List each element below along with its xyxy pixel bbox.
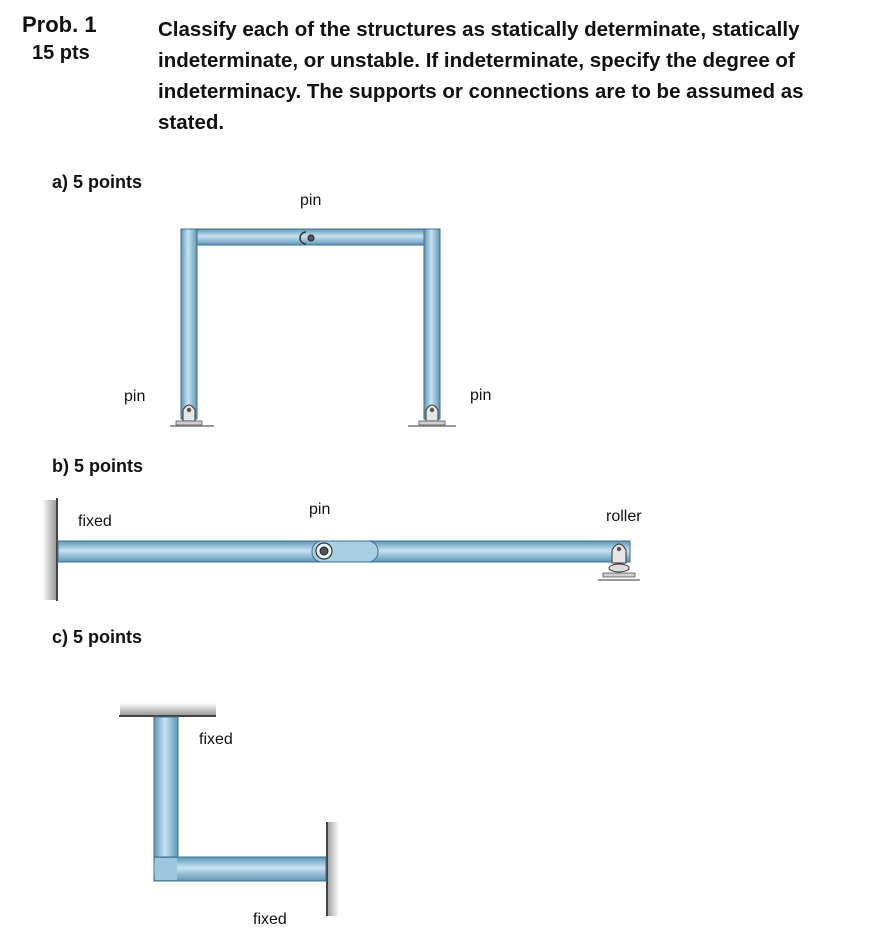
part-b-roller-label: roller [606, 508, 642, 525]
part-b-internal-pin [312, 541, 378, 562]
part-a-right-pin-support [408, 405, 456, 426]
part-b-fixed-label: fixed [78, 513, 112, 530]
part-b-beam [42, 498, 640, 601]
part-a-left-pin-support [170, 405, 214, 426]
part-a-top-pin-label: pin [300, 192, 322, 209]
part-a-frame [170, 229, 456, 426]
part-c-frame [119, 703, 339, 916]
part-b-pin-label: pin [309, 501, 331, 518]
part-a-title: a) 5 points [52, 172, 143, 192]
part-a-right-pin-label: pin [470, 387, 492, 404]
problem-points: 15 pts [32, 42, 90, 64]
part-c-title: c) 5 points [52, 627, 143, 647]
part-a-left-pin-label: pin [124, 388, 146, 405]
part-b-title: b) 5 points [52, 456, 143, 476]
part-c-bottom-fixed-label: fixed [253, 911, 287, 928]
part-c-top-fixed-label: fixed [199, 731, 233, 748]
problem-statement: Classify each of the structures as statically determinate, statically indeterminate, or unstable. If indeterminate, specify the degree of indeterminacy. The supports or connections are to be assumed as stated. [158, 18, 804, 134]
problem-number: Prob. 1 [22, 12, 97, 37]
